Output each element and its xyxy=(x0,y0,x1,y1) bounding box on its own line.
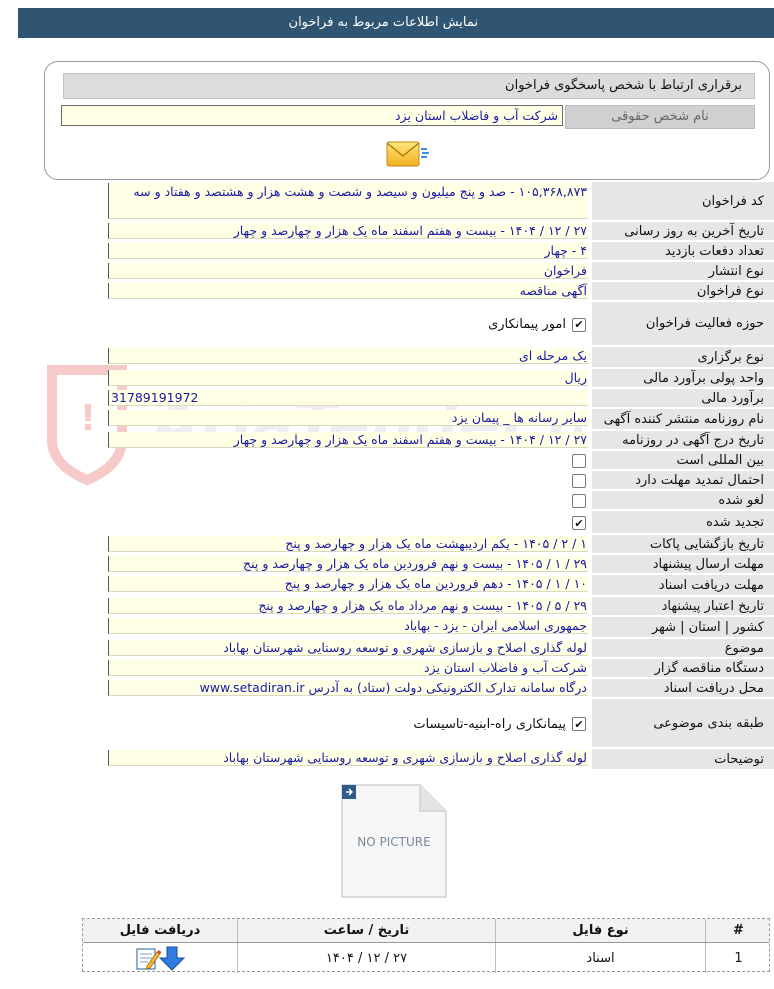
detail-checkbox-area xyxy=(108,699,588,749)
detail-value: 31789191972 xyxy=(108,390,588,406)
detail-value: شرکت آب و فاضلاب استان یزد xyxy=(108,660,588,676)
table-row xyxy=(83,943,769,973)
detail-checkbox-area xyxy=(108,302,588,347)
detail-label: محل دریافت اسناد xyxy=(592,679,774,698)
detail-row xyxy=(106,659,774,679)
detail-value: ۲۷ / ۱۲ / ۱۴۰۴ - بیست و هفتم اسفند ماه یک هزار و چهارصد و چهار xyxy=(108,223,588,239)
file-download xyxy=(83,943,237,973)
contact-panel xyxy=(44,61,770,180)
file-type: اسناد xyxy=(495,943,705,973)
detail-label: موضوع xyxy=(592,639,774,658)
contact-header: برقراری ارتباط با شخص پاسخگوی فراخوان xyxy=(63,73,755,99)
no-picture-image xyxy=(338,781,450,901)
detail-row xyxy=(106,262,774,282)
col-num-header: # xyxy=(705,919,771,942)
detail-label: واحد پولی برآورد مالی xyxy=(592,369,774,388)
no-picture-text: NO PICTURE xyxy=(357,835,431,849)
detail-label: نوع انتشار xyxy=(592,262,774,281)
detail-value: سایر رسانه ها _ پیمان یزد xyxy=(108,410,588,426)
detail-value: ۴ - چهار xyxy=(108,243,588,259)
detail-row xyxy=(106,389,774,409)
detail-label: نام روزنامه منتشر کننده آگهی xyxy=(592,409,774,430)
detail-row xyxy=(106,282,774,302)
detail-value: یک مرحله ای xyxy=(108,348,588,364)
detail-row xyxy=(106,617,774,639)
checked-checkbox[interactable]: ✔ xyxy=(572,516,586,530)
detail-row xyxy=(106,555,774,575)
detail-row xyxy=(106,471,774,491)
detail-label: احتمال تمدید مهلت دارد xyxy=(592,471,774,490)
detail-label: برآورد مالی xyxy=(592,389,774,408)
detail-row xyxy=(106,511,774,535)
detail-checkbox-area xyxy=(108,471,588,491)
col-date-header: تاریخ / ساعت xyxy=(237,919,495,942)
detail-checkbox-text: پیمانکاری راه-ابنیه-تاسیسات xyxy=(413,716,566,732)
detail-row xyxy=(106,409,774,431)
detail-checkbox-area xyxy=(108,511,588,535)
detail-label: تاریخ درج آگهی در روزنامه xyxy=(592,431,774,450)
file-num: 1 xyxy=(705,943,771,973)
col-download-header: دریافت فایل xyxy=(119,923,201,938)
detail-row xyxy=(106,699,774,749)
legal-person-label: نام شخص حقوقی xyxy=(565,105,755,129)
page-title-bar xyxy=(18,8,774,38)
svg-text:!: ! xyxy=(79,398,97,439)
detail-label: کد فراخوان xyxy=(592,182,774,221)
detail-value: درگاه سامانه تدارک الکترونیکی دولت (ستاد) به آدرس www.setadiran.ir xyxy=(108,680,588,696)
files-table xyxy=(82,918,770,972)
detail-row xyxy=(106,302,774,347)
detail-row xyxy=(106,749,774,771)
download-arrow-icon[interactable] xyxy=(160,947,184,970)
detail-row xyxy=(106,222,774,242)
detail-value: فراخوان xyxy=(108,263,588,279)
detail-row xyxy=(106,491,774,511)
col-type-header: نوع فایل xyxy=(495,919,705,942)
detail-value: ۱۰ / ۱ / ۱۴۰۵ - دهم فروردین ماه یک هزار و چهارصد و پنج xyxy=(108,576,588,592)
detail-checkbox-area xyxy=(108,491,588,511)
page-title: نمایش اطلاعات مربوط به فراخوان xyxy=(288,15,478,30)
detail-label: تاریخ بازگشایی پاکات xyxy=(592,535,774,554)
detail-label: طبقه بندی موضوعی xyxy=(592,699,774,748)
detail-value: لوله گذاری اصلاح و بازسازی شهری و توسعه روستایی شهرستان بهاباد xyxy=(108,640,588,656)
detail-row xyxy=(106,597,774,617)
detail-label: تاریخ اعتبار پیشنهاد xyxy=(592,597,774,616)
detail-row xyxy=(106,451,774,471)
detail-value: ریال xyxy=(108,370,588,386)
detail-label: مهلت ارسال پیشنهاد xyxy=(592,555,774,574)
detail-label: لغو شده xyxy=(592,491,774,510)
unchecked-checkbox[interactable] xyxy=(572,494,586,508)
detail-label: نوع فراخوان xyxy=(592,282,774,301)
detail-row xyxy=(106,431,774,451)
detail-checkbox-text: امور پیمانکاری xyxy=(488,317,566,332)
detail-row xyxy=(106,242,774,262)
detail-label: نوع برگزاری xyxy=(592,347,774,368)
files-table-header xyxy=(83,919,769,943)
detail-label: بین المللی است xyxy=(592,451,774,470)
detail-label: مهلت دریافت اسناد xyxy=(592,575,774,596)
detail-label: حوزه فعالیت فراخوان xyxy=(592,302,774,346)
detail-value: جمهوری اسلامی ایران - یزد - بهاباد xyxy=(108,618,588,634)
detail-row xyxy=(106,575,774,597)
detail-row xyxy=(106,679,774,699)
detail-label: تاریخ آخرین به روز رسانی xyxy=(592,222,774,241)
detail-value: لوله گذاری اصلاح و بازسازی شهری و توسعه روستایی شهرستان بهاباد xyxy=(108,750,588,766)
detail-row xyxy=(106,182,774,222)
detail-label: دستگاه مناقصه گزار xyxy=(592,659,774,678)
mail-icon[interactable] xyxy=(385,139,431,171)
detail-row xyxy=(106,347,774,369)
detail-row xyxy=(106,535,774,555)
checked-checkbox[interactable]: ✔ xyxy=(572,717,586,731)
detail-label: کشور | استان | شهر xyxy=(592,617,774,638)
detail-value: ۲۷ / ۱۲ / ۱۴۰۴ - بیست و هفتم اسفند ماه یک هزار و چهارصد و چهار xyxy=(108,432,588,448)
unchecked-checkbox[interactable] xyxy=(572,454,586,468)
detail-label: توضیحات xyxy=(592,749,774,770)
detail-value: ۱۰۵,۳۶۸,۸۷۳ - صد و پنج میلیون و سیصد و شصت و هشت هزار و هشتصد و هفتاد و سه xyxy=(108,183,588,219)
legal-person-value: شرکت آب و فاضلاب استان یزد xyxy=(61,105,563,126)
detail-label: تعداد دفعات بازدید xyxy=(592,242,774,261)
detail-label: تجدید شده xyxy=(592,511,774,534)
detail-row xyxy=(106,639,774,659)
detail-value: ۲۹ / ۱ / ۱۴۰۵ - بیست و نهم فروردین ماه یک هزار و چهارصد و پنج xyxy=(108,556,588,572)
detail-value: ۱ / ۲ / ۱۴۰۵ - یکم اردیبهشت ماه یک هزار و چهارصد و پنج xyxy=(108,536,588,552)
detail-row xyxy=(106,369,774,389)
edit-document-icon[interactable] xyxy=(137,949,162,969)
detail-value: آگهی مناقصه xyxy=(108,283,588,299)
checked-checkbox[interactable]: ✔ xyxy=(572,318,586,332)
detail-checkbox-area xyxy=(108,451,588,471)
detail-value: ۲۹ / ۵ / ۱۴۰۵ - بیست و نهم مرداد ماه یک هزار و چهارصد و پنج xyxy=(108,598,588,614)
unchecked-checkbox[interactable] xyxy=(572,474,586,488)
file-date: ۲۷ / ۱۲ / ۱۴۰۴ xyxy=(237,943,495,973)
